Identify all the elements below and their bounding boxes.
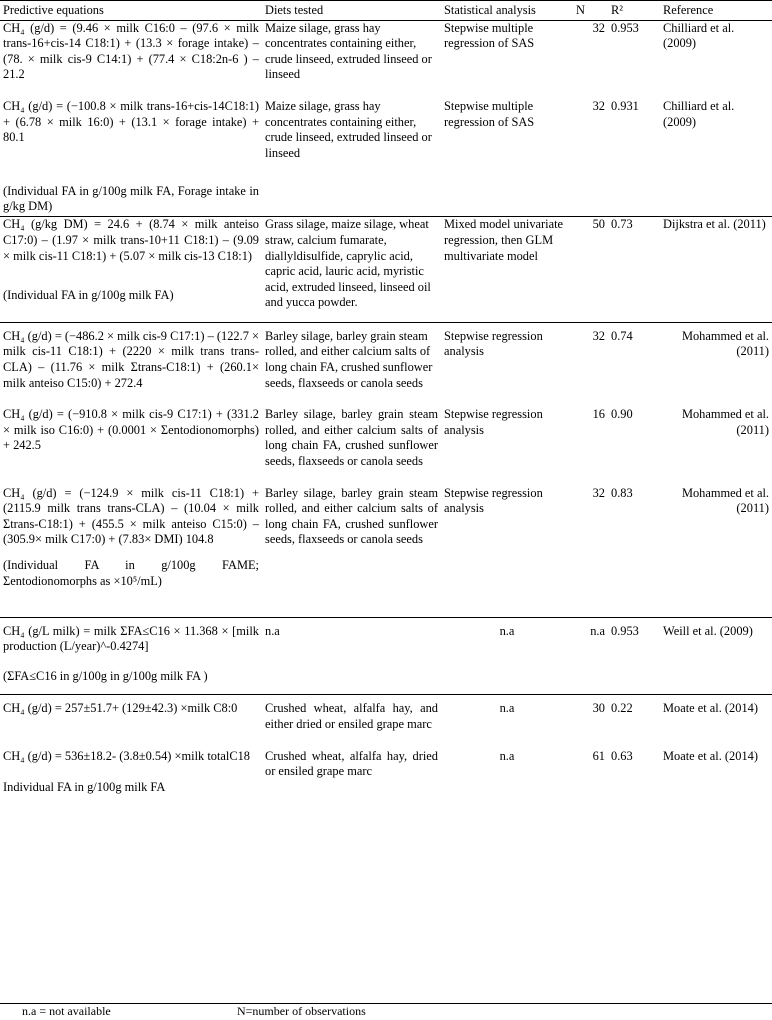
stat-cell: Stepwise regression analysis — [444, 485, 543, 516]
n-cell: 30 — [592, 701, 605, 716]
n-cell: 32 — [592, 485, 605, 500]
stat-cell: Stepwise multiple regression of SAS — [444, 98, 535, 129]
table-row — [0, 407, 772, 469]
equation-cell — [0, 486, 262, 616]
ref-cell: Mohammed et al. (2011) — [681, 407, 769, 437]
r2-cell: 0.90 — [611, 407, 633, 422]
diet-cell: Grass silage, maize silage, wheat straw, calcium fumarate, diallyldisulfide, caprylic acid, capric acid, lauric acid, myristic acid, extruded linseed, linseed oil and yucca powder. — [262, 217, 441, 322]
ref-cell: Moate et al. (2014) — [663, 748, 758, 763]
table-header-row — [0, 1, 772, 21]
ref-cell: Mohammed et al. (2011) — [681, 328, 769, 359]
unit-note: (Individual FA in g/100g FAME; Σentodionomorphs as ×10⁵/mL) — [3, 557, 259, 588]
ref-cell: Mohammed et al. (2011) — [681, 485, 769, 516]
ref-cell: Chilliard et al. (2009) — [663, 98, 735, 129]
unit-note: (Individual FA in g/100g milk FA) — [3, 288, 174, 303]
ref-cell: Dijkstra et al. (2011) — [660, 217, 772, 322]
table-row — [0, 486, 772, 616]
diet-cell: Maize silage, grass hay concentrates containing either, crude linseed, extruded linseed or linseed — [265, 98, 432, 160]
equation-cell — [0, 99, 262, 215]
ref-cell: Chilliard et al. (2009) — [663, 20, 735, 51]
equation-cell: CH₄ (g/d) = (−910.8 × milk cis-9 C17:1) + (331.2 × milk iso C16:0) + (0.0001 × Σentodionomorphs) + 242.5 — [3, 407, 259, 453]
equation-text: CH₄ (g/d) = (−100.8 × milk trans-16+cis-14C18:1) + (6.78 × milk 16:0) + (13.1 × forage intake) + 80.1 — [3, 98, 259, 145]
n-cell: 50 — [573, 217, 608, 322]
diet-cell: Barley silage, barley grain steam rolled, and either calcium salts of long chain FA, crushed sunflower seeds, flaxseeds or canola seeds — [265, 407, 438, 468]
r2-cell: 0.83 — [611, 485, 633, 500]
n-cell: n.a — [573, 617, 608, 695]
header-reference: Reference — [660, 1, 772, 21]
footnote-n: N=number of observations — [237, 1004, 366, 1018]
ref-cell: Weill et al. (2009) — [660, 617, 772, 695]
diet-cell: Barley silage, barley grain steam rolled, and either calcium salts of long chain FA, crushed sunflower seeds, flaxseeds or canola seeds — [265, 485, 438, 547]
footnote-na: n.a = not available — [22, 1004, 111, 1018]
header-diets: Diets tested — [262, 1, 441, 21]
diet-cell: Crushed wheat, alfalfa hay, and either dried or ensiled grape marc — [265, 701, 438, 731]
r2-cell: 0.63 — [611, 748, 633, 763]
n-cell: 16 — [592, 407, 605, 422]
stat-cell: n.a — [499, 701, 515, 716]
stat-cell: Stepwise regression analysis — [444, 328, 543, 359]
stat-cell: n.a — [441, 617, 573, 695]
equation-text: CH₄ (g/kg DM) = 24.6 + (8.74 × milk anteiso C17:0) – (1.97 × milk trans-10+11 C18:1) – (9.09 × milk cis-11 C18:1) + (5.07 × milk cis-13 C18:1) — [3, 217, 259, 263]
equation-text: CH₄ (g/d) = 536±18.2- (3.8±0.54) ×milk totalC18 — [3, 748, 250, 763]
equation-cell — [0, 749, 262, 796]
equation-cell — [0, 617, 262, 695]
stat-cell: Stepwise multiple regression of SAS — [444, 20, 535, 51]
unit-note: (ΣFA≤C16 in g/100g in g/100g milk FA ) — [3, 668, 208, 683]
r2-cell: 0.953 — [611, 20, 639, 35]
ref-cell: Moate et al. (2014) — [663, 701, 758, 716]
n-cell: 61 — [592, 748, 605, 763]
table-row — [0, 99, 772, 215]
equation-text: CH₄ (g/L milk) = milk ΣFA≤C16 × 11.368 × [milk production (L/year)^-0.4274] — [3, 623, 259, 654]
equation-cell — [0, 217, 262, 322]
diet-cell: Maize silage, grass hay concentrates containing either, crude linseed, extruded linseed or linseed — [265, 20, 432, 82]
r2-cell: 0.953 — [608, 617, 660, 695]
stat-cell: Mixed model univariate regression, then GLM multivariate model — [441, 217, 573, 322]
table-row — [0, 749, 772, 796]
header-equations: Predictive equations — [0, 1, 262, 21]
stat-cell: Stepwise regression analysis — [444, 407, 543, 437]
table-row — [0, 695, 772, 733]
table-row — [0, 20, 772, 83]
r2-cell: 0.931 — [611, 98, 639, 113]
diet-cell: Crushed wheat, alfalfa hay, dried or ensiled grape marc — [265, 748, 438, 779]
r2-cell: 0.73 — [608, 217, 660, 322]
header-stats: Statistical analysis — [441, 1, 573, 21]
equation-cell: CH₄ (g/d) = 257±51.7+ (129±42.3) ×milk C8:0 — [3, 701, 238, 716]
diet-cell: Barley silage, barley grain steam rolled, and either calcium salts of long chain FA, crushed sunflower seeds, flaxseeds or canola seeds — [265, 328, 433, 390]
table-row — [0, 322, 772, 391]
stat-cell: n.a — [499, 748, 515, 763]
unit-note: Individual FA in g/100g milk FA — [3, 780, 166, 795]
table-bottom-rule — [0, 1003, 772, 1004]
diet-cell: n.a — [262, 617, 441, 695]
equation-cell: CH₄ (g/d) = (9.46 × milk C16:0 – (97.6 × milk trans-16+cis-14 C18:1) + (13.3 × forage intake) – (78. × milk cis-9 C14:1) + (77.4 × C18:2n-6 ) – 21.2 — [3, 20, 259, 82]
r2-cell: 0.74 — [611, 328, 633, 343]
n-cell: 32 — [592, 98, 605, 113]
header-n: N — [573, 1, 608, 21]
equation-cell: CH₄ (g/d) = (−486.2 × milk cis-9 C17:1) – (122.7 × milk cis-11 C18:1) + (2220 × milk trans trans-CLA) – (11.76 × milk Σtrans-C18:1) + (260.1× milk anteiso C15:0) + 272.4 — [3, 328, 259, 390]
equation-text: CH₄ (g/d) = (−124.9 × milk cis-11 C18:1) + (2115.9 milk trans trans-CLA) – (10.04 × milk Σtrans-C18:1) + (455.5 × milk anteiso C15:0) – (305.9× milk C17:0) + (7.83× DMI) 104.8 — [3, 485, 259, 547]
table-row — [0, 217, 772, 322]
header-r2: R² — [608, 1, 660, 21]
n-cell: 32 — [592, 20, 605, 35]
n-cell: 32 — [592, 328, 605, 343]
unit-note: (Individual FA in g/100g milk FA, Forage intake in g/kg DM) — [3, 183, 259, 214]
table-row — [0, 617, 772, 695]
r2-cell: 0.22 — [611, 701, 633, 716]
